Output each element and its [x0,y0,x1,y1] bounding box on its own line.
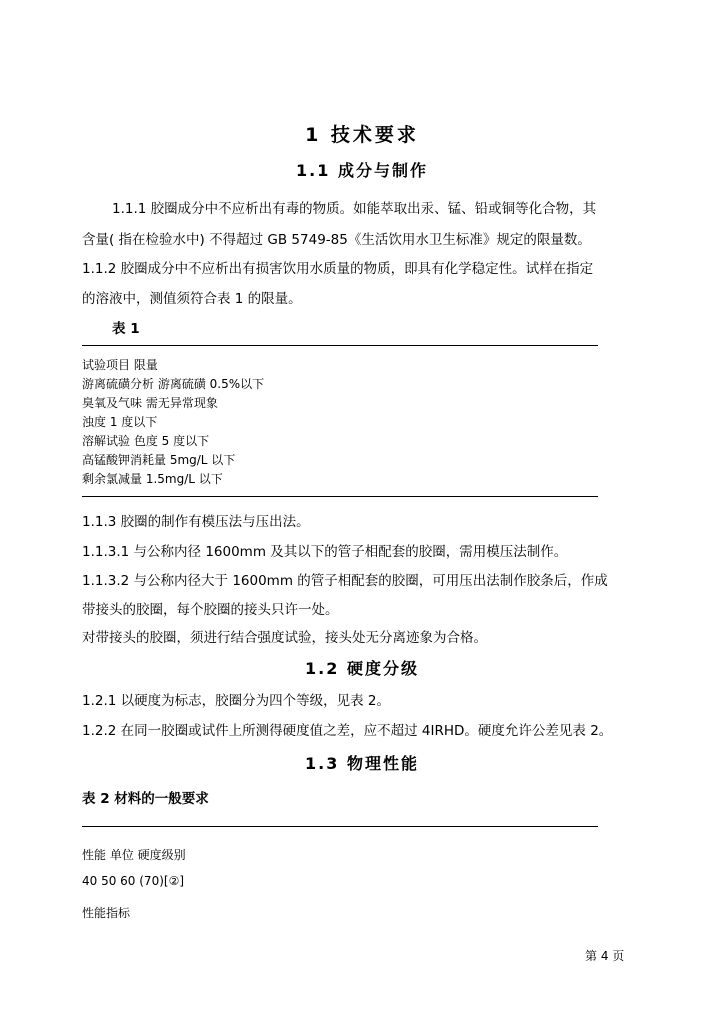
table-1-row: 臭氧及气味 需无异常现象 [82,396,218,410]
paragraph-1-1-1-line1: 1.1.1 胶圈成分中不应析出有毒的物质。如能萃取出汞、锰、铅或铜等化合物，其 [112,201,597,217]
paragraph-1-1-3: 1.1.3 胶圈的制作有模压法与压出法。 [82,514,310,530]
section-1-3-title: 1.3 物理性能 [305,754,419,773]
table-1-title: 表 1 [112,321,140,337]
chapter-heading: 1 技术要求 [305,124,419,146]
paragraph-1-2-1: 1.2.1 以硬度为标志，胶圈分为四个等级，见表 2。 [82,693,391,709]
table-1-row: 试验项目 限量 [82,358,158,372]
paragraph-1-1-3-2-line1: 1.1.3.2 与公称内径大于 1600mm 的管子相配套的胶圈，可用压出法制作胶条后，作成 [82,573,608,589]
paragraph-1-1-3-1: 1.1.3.1 与公称内径 1600mm 及其以下的管子相配套的胶圈，需用模压法制作。 [82,544,568,560]
table-2-top-rule [82,826,598,827]
table-2-grade-row: 40 50 60 (70)[②] [82,874,185,888]
paragraph-1-1-1-line2: 含量( 指在检验水中) 不得超过 GB 5749-85《生活饮用水卫生标准》规定的限量数。 [82,232,591,248]
table-2-header-row: 性能 单位 硬度级别 [82,848,186,862]
table-2-title: 表 2 材料的一般要求 [82,791,209,807]
table-1-row: 浊度 1 度以下 [82,415,158,429]
paragraph-1-1-2-line1: 1.1.2 胶圈成分中不应析出有损害饮用水质量的物质，即具有化学稳定性。试样在指定 [82,261,594,277]
table-1-bottom-rule [82,496,598,497]
page-number: 第 4 页 [585,949,625,963]
table-2-indicator-row: 性能指标 [82,906,131,920]
paragraph-1-2-2: 1.2.2 在同一胶圈或试件上所测得硬度值之差，应不超过 4IRHD。硬度允许公差见表 2。 [82,723,613,739]
section-1-2-title: 1.2 硬度分级 [305,659,419,678]
table-1-row: 高锰酸钾消耗量 5mg/L 以下 [82,453,236,467]
table-1-row: 溶解试验 色度 5 度以下 [82,434,210,448]
section-1-1-title: 1.1 成分与制作 [296,161,428,180]
table-1-row: 剩余氯减量 1.5mg/L 以下 [82,472,223,486]
paragraph-1-1-3-2-line2: 带接头的胶圈，每个胶圈的接头只许一处。 [82,602,339,618]
paragraph-1-1-2-line2: 的溶液中，测值须符合表 1 的限量。 [82,291,302,307]
paragraph-joint-test: 对带接头的胶圈，须进行结合强度试验，接头处无分离迹象为合格。 [82,630,487,646]
table-1-top-rule [82,345,598,346]
table-1-row: 游离硫磺分析 游离硫磺 0.5%以下 [82,377,265,391]
